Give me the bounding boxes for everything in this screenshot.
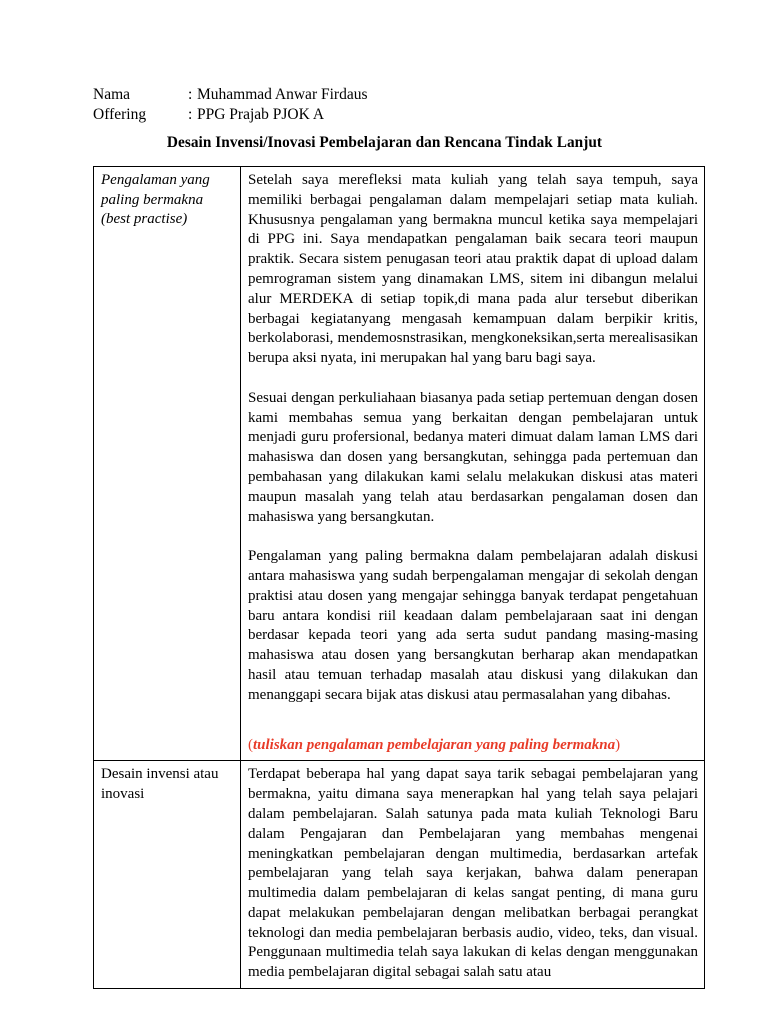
row-body-cell-desain-invensi <box>241 761 705 989</box>
row-label-cell-best-practise <box>94 167 241 761</box>
paragraph: Setelah saya merefleksi mata kuliah yang telah saya tempuh, saya memiliki berbagai pengalaman dalam mempelajari setiap mata kuliah. Khususnya pengalaman yang bermakna muncul ketika saya mempelajari di PPG ini. Saya mendapatkan pengalaman baik secara teori maupun praktik. Secara sistem penugasan teori atau praktik dapat di upload dalam pemrograman sistem yang dinamakan LMS, sitem ini dibangun melalui alur MERDEKA di setiap topik,di mana pada alur tersebut diberikan berbagai kegiatanyang mengasah kemampuan dalam berpikir kritis, berkolaborasi, mendemosnstrasikan, mengkoneksikan,serta merealisasikan berupa aksi nyata, ini merupakan hal yang baru bagi saya. <box>248 172 698 367</box>
spacer <box>248 706 698 736</box>
student-info-block <box>93 85 653 125</box>
info-value-nama: Muhammad Anwar Firdaus <box>197 86 368 103</box>
info-label-offering: Offering <box>93 106 147 123</box>
table-row <box>94 167 705 761</box>
info-separator-offering: : <box>188 106 193 123</box>
paragraph: Pengalaman yang paling bermakna dalam pembelajaran adalah diskusi antara mahasiswa yang sudah berpengalaman mengajar di sekolah dengan praktisi atau dosen yang mengajar sehingga banyak terdapat pengetahuan baru antara kondisi riil keadaan dalam pembelajaraan saat ini dengan berdasar kepada teori yang ada serta sudut pandang masing-masing mahasiswa atau dosen yang bersangkutan berharap akan mendapatkan hasil atau temuan terhadap masalah atau diskusi yang dilakukan dan menanggapi secara bijak atas diskusi atau permasalahan yang dibahas. <box>248 548 698 703</box>
body-text-desain-invensi <box>248 765 698 983</box>
paragraph: Sesuai dengan perkuliahaan biasanya pada setiap pertemuan dengan dosen kami membahas semua yang berkaitan dengan pembelajaran untuk menjadi guru profersional, bedanya materi dimuat dalam laman LMS dari mahasiswa dan dosen yang bersangkutan, sehingga pada pertemuan dan pembahasan yang dilakukan kami selalu melakukan diskusi atas materi maupun masalah yang telah atau berdasarkan pengalaman dosen dan mahasiswa yang bersangkutan. <box>248 389 698 525</box>
table-row <box>94 761 705 989</box>
info-separator-nama: : <box>188 86 193 103</box>
note-open-paren: ( <box>248 736 253 753</box>
body-text-best-practise <box>248 171 698 755</box>
instruction-note <box>248 736 698 756</box>
note-close-paren: ) <box>615 736 621 753</box>
row-label-best-practise: Pengalaman yang paling bermakna (best practise) <box>101 172 210 227</box>
info-value-offering: PPG Prajab PJOK A <box>197 106 325 123</box>
reflection-table <box>93 166 705 989</box>
page-title: Desain Invensi/Inovasi Pembelajaran dan Rencana Tindak Lanjut <box>166 134 603 151</box>
note-text: tuliskan pengalaman pembelajaran yang paling bermakna <box>253 736 616 753</box>
info-label-nama: Nama <box>93 86 131 103</box>
info-row-offering <box>93 105 653 125</box>
paragraph: Terdapat beberapa hal yang dapat saya tarik sebagai pembelajaran yang bermakna, yaitu dimana saya menerapkan hal yang telah saya pelajari dalam pembelajaran. Salah satunya pada mata kuliah Teknologi Baru dalam Pengajaran dan Pembelajaran yang membahas mengenai meningkatkan pembelajaran dengan multimedia, berdasarkan artefak pembelajaran yang telah saya kerjakan, bahwa dalam penerapan multimedia dalam pembelajaran di kelas sangat penting, di mana guru dapat melakukan pembelajaran dengan melibatkan berbagai perangkat teknologi dan media pembelajaran berbasis audio, video, teks, dan visual. Penggunaan multimedia telah saya lakukan di kelas dengan menggunakan media pembelajaran digital sebagai salah satu atau <box>248 766 698 981</box>
info-row-nama <box>93 85 653 105</box>
row-label-desain-invensi: Desain invensi atau inovasi <box>101 766 219 802</box>
row-label-cell-desain-invensi <box>94 761 241 989</box>
row-body-cell-best-practise <box>241 167 705 761</box>
